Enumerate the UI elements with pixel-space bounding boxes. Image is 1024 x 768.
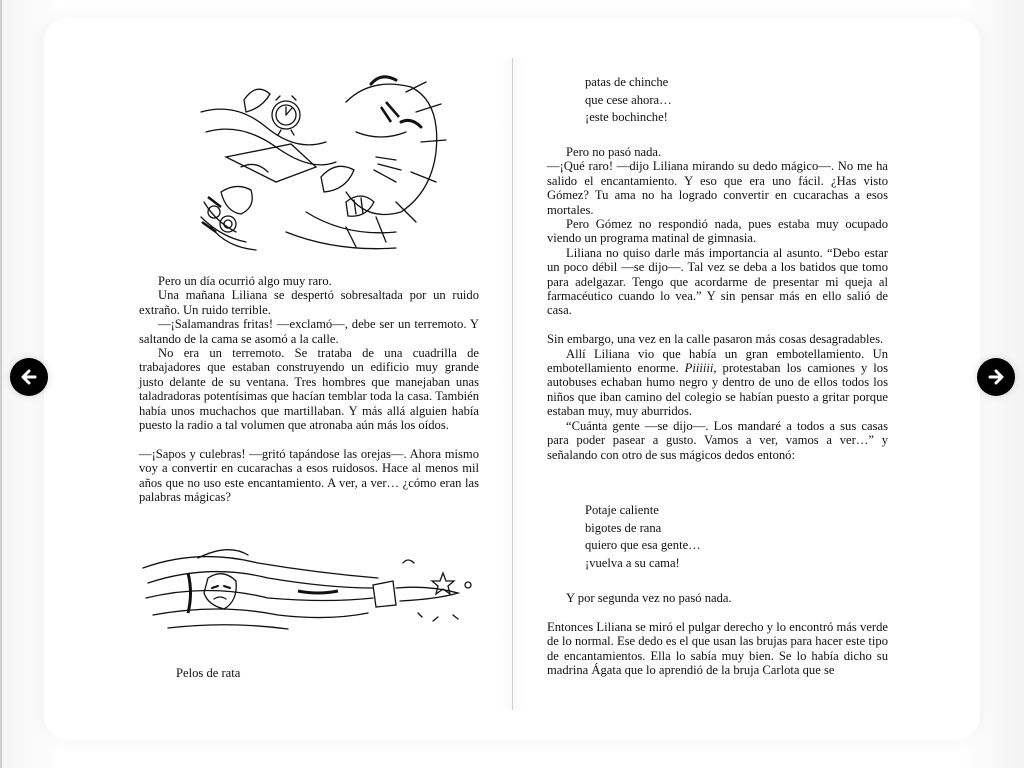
previous-page-button[interactable] [10,358,48,396]
verse-line: ¡vuelva a su cama! [585,555,680,570]
paragraph: Pero no pasó nada. [566,145,662,159]
paragraph: Pero un día ocurrió algo muy raro. [158,274,332,288]
verse-line: que cese ahora… [585,92,672,107]
onomatopoeia: Piiiiii, [684,361,717,376]
paragraph: “Cuánta gente —se dijo—. Los mandaré a todos a sus casas para poder pasear a gusto. Vamos a ver, vamos a ver…” y señalando con otro de sus mágicos dedos entonó: [547,418,888,462]
verse-line: Pelos de rata [176,666,241,680]
text-span: protestaban los camiones y los autobuses echaban humo negro y dentro de uno de ellos todos los niños que iban camino del colegio se habían puesto a gritar porque estaban muy, muy aburridos. [547,361,889,419]
left-verse [176,665,240,683]
paragraph: —¡Sapos y culebras! —gritó tapándose las orejas—. Ahora mismo voy a convertir en cucarachas a esos ruidosos. Hace al menos mil años que no uso este encantamiento. A ver, a ver… ¿cómo eran las palabras mágicas? [139,446,479,505]
paragraph: Pero Gómez no respondió nada, pues estaba muy ocupado viendo un programa matinal de gimnasia. [547,217,888,246]
paragraph [547,347,888,419]
paragraph: Y por segunda vez no pasó nada. [566,591,732,605]
paragraph: No era un terremoto. Se trataba de una cuadrilla de trabajadores que estaban construyendo un edificio muy grande justo delante de su ventana. Tres hombres que manejaban unas taladradoras potentísimas que hacían temblar toda la casa. También había unos muchachos que martillaban. Y más allá alguien había puesto la radio a tal volumen que atronaba aún más los oídos. [139,346,479,433]
arrow-right-icon [986,367,1006,387]
right-text-block-2 [547,591,888,677]
paragraph: Una mañana Liliana se despertó sobresaltada por un ruido extraño. Un ruido terrible. [139,288,479,317]
text-span: Allí Liliana vio que había un gran embotellamiento. Un embotellamiento enorme. [547,346,888,376]
right-text-block-1 [547,145,888,462]
paragraph: —¡Qué raro! —dijo Liliana mirando su dedo mágico—. No me ha salido el encantamiento. Y eso que era uno fácil. ¿Has visto Gómez? Tu ama no ha logrado convertir en cucarachas a esos mortales. [547,159,888,217]
arrow-left-icon [19,367,39,387]
right-verse-2 [585,502,701,572]
right-page [512,0,1024,768]
verse-line: patas de chinche [585,75,669,89]
verse-line: bigotes de rana [585,520,662,535]
illustration-girl-and-cat-in-bed [196,72,448,254]
verse-line: ¡este bochinche! [585,110,668,125]
verse-line: quiero que esa gente… [585,538,701,553]
illustration-girl-casting-spell [138,543,480,639]
right-verse-1 [585,74,672,127]
paragraph: —¡Salamandras fritas! —exclamó—, debe ser un terremoto. Y saltando de la cama se asomó a la calle. [139,317,479,346]
left-text-block-1 [139,274,479,504]
paragraph: Sin embargo, una vez en la calle pasaron más cosas desagradables. [547,332,884,347]
paragraph: Liliana no quiso darle más importancia al asunto. “Debo estar un poco débil —se dijo—. Tal vez se deba a los batidos que tomo para adelgazar. Tengo que acordarme de presentar mi queja al farmacéutico cuando lo vea.” Y sin pensar más en ello salió de casa. [547,245,888,318]
verse-line: Potaje caliente [585,503,659,517]
paragraph: Entonces Liliana se miró el pulgar derecho y lo encontró más verde de lo normal. Ese dedo es el que usan las brujas para hacer este tipo de encantamientos. Ella lo sabía muy bien. Se lo había dicho su madrina Ágata que lo aprendió de la bruja Carlota que se [547,619,888,678]
next-page-button[interactable] [977,358,1015,396]
